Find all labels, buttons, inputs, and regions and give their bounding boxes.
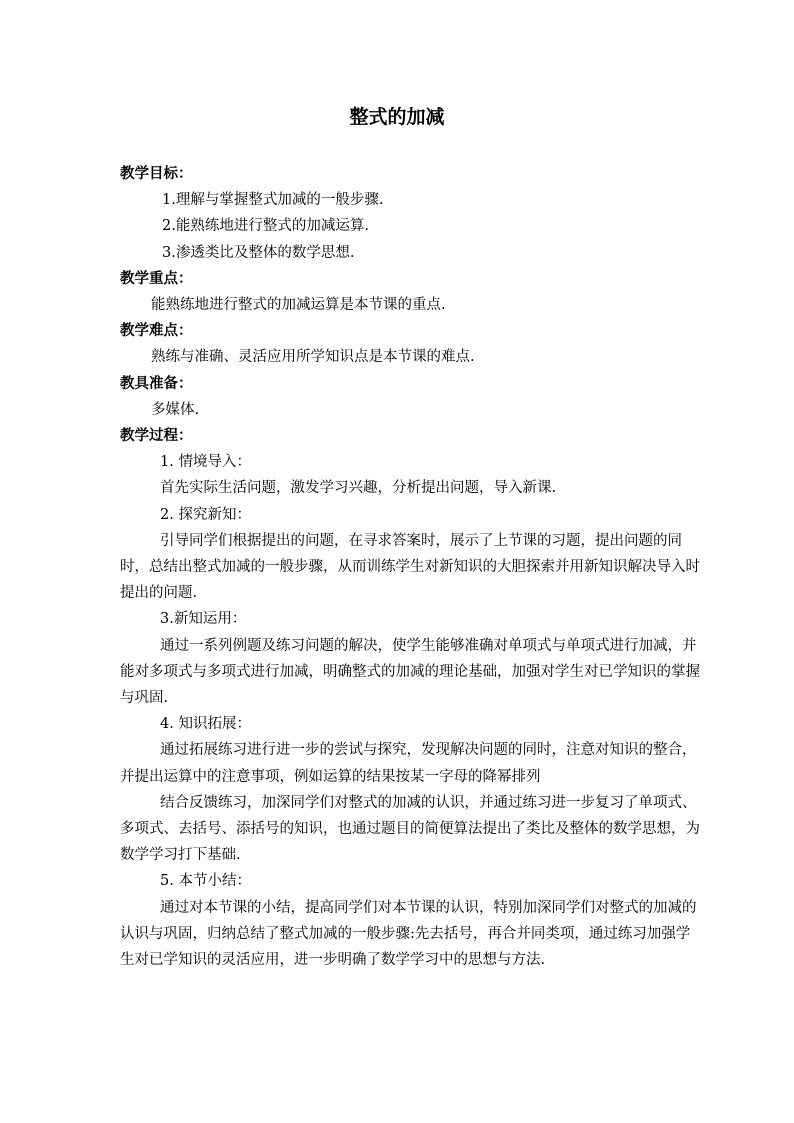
document-title: 整式的加减 [349,106,445,128]
tools-text: 多媒体. [151,401,200,418]
goal-item: 2.能熟练地进行整式的加减运算. [162,218,369,235]
goal-item: 1.理解与掌握整式加减的一般步骤. [162,192,384,209]
process-step-label: 2. 探究新知： [160,506,251,523]
difficulty-heading: 教学难点： [120,322,193,340]
goal-item: 3.渗透类比及整体的数学思想. [162,244,355,261]
process-step-text: 通过拓展练习进行进一步的尝试与探究，发现解决问题的同时，注意对知识的整合，并提出运算中的注意事项，例如运算的结果按某一字母的降幂排列 [120,742,697,785]
process-heading: 教学过程： [120,427,193,445]
key-text: 能熟练地进行整式的加减运算是本节课的重点. [151,297,446,314]
process-step-label: 4. 知识拓展： [160,716,251,733]
key-heading: 教学重点： [120,269,193,287]
process-step-text: 引导同学们根据提出的问题，在寻求答案时，展示了上节课的习题，提出问题的同时，总结出整式加减的一般步骤，从而训练学生对新知识的大胆探索并用新知识解决导入时提出的问题. [120,532,700,602]
process-step-text: 首先实际生活问题，激发学习兴趣，分析提出问题，导入新课. [160,480,557,497]
process-step-label: 3.新知运用： [160,611,247,628]
difficulty-text: 熟练与准确、灵活应用所学知识点是本节课的难点. [151,349,475,366]
process-step-text: 通过对本节课的小结，提高同学们对本节课的认识，特别加深同学们对整式的加减的认识与巩固，归纳总结了整式加减的一般步骤:先去括号，再合并同类项，通过练习加强学生对已学知识的灵活应用，进一步明确了数学学习中的思想与方法. [120,899,697,969]
document-body [120,161,700,973]
tools-heading: 教具准备： [120,374,193,392]
process-step-label: 5. 本节小结： [160,873,251,890]
process-step-text: 结合反馈练习，加深同学们对整式的加减的认识，并通过练习进一步复习了单项式、多项式、去括号、添括号的知识，也通过题目的简便算法提出了类比及整体的数学思想，为数学学习打下基础. [120,794,700,864]
process-step-text: 通过一系列例题及练习问题的解决，使学生能够准确对单项式与单项式进行加减，并能对多项式与多项式进行加减，明确整式的加减的理论基础，加强对学生对已学知识的掌握与巩固. [120,637,700,707]
goals-heading: 教学目标： [120,165,193,182]
process-step-label: 1. 情境导入： [160,454,251,471]
